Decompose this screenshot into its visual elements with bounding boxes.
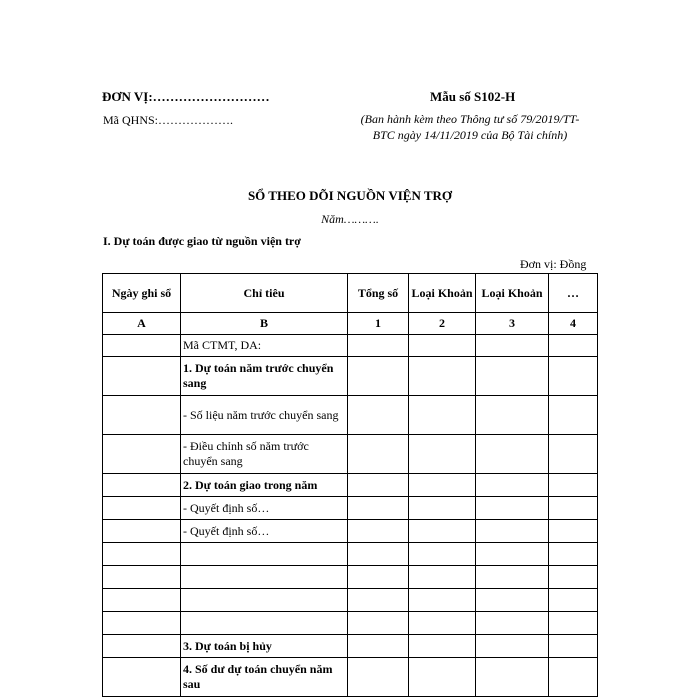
table-cell xyxy=(549,520,598,543)
table-cell xyxy=(409,357,476,396)
table-row xyxy=(103,435,598,474)
table-header-row xyxy=(103,274,598,313)
table-cell xyxy=(348,497,409,520)
table-cell xyxy=(409,635,476,658)
table-cell xyxy=(409,396,476,435)
table-cell xyxy=(348,566,409,589)
row-label-cell: - Điều chỉnh số năm trước chuyển sang xyxy=(181,435,348,474)
index-cell: 2 xyxy=(409,313,476,335)
table-cell xyxy=(103,566,181,589)
row-label-cell xyxy=(181,543,348,566)
header-cell: Chỉ tiêu xyxy=(181,274,348,313)
table-row xyxy=(103,589,598,612)
table-cell xyxy=(348,396,409,435)
table-cell xyxy=(549,589,598,612)
table-cell xyxy=(348,520,409,543)
table-row xyxy=(103,543,598,566)
table-cell xyxy=(103,357,181,396)
table-cell xyxy=(476,520,549,543)
row-label-cell xyxy=(181,589,348,612)
table-cell xyxy=(409,520,476,543)
table-cell xyxy=(103,435,181,474)
table-cell xyxy=(103,520,181,543)
index-cell: 1 xyxy=(348,313,409,335)
table-cell xyxy=(549,635,598,658)
table-row xyxy=(103,497,598,520)
table-cell xyxy=(409,543,476,566)
table-cell xyxy=(549,474,598,497)
table-cell xyxy=(103,589,181,612)
form-note: (Ban hành kèm theo Thông tư số 79/2019/TT-BTC ngày 14/11/2019 của Bộ Tài chính) xyxy=(360,112,580,142)
table-cell xyxy=(549,435,598,474)
section-title: I. Dự toán được giao từ nguồn viện trợ xyxy=(103,234,301,248)
index-cell: B xyxy=(181,313,348,335)
row-label-cell: 3. Dự toán bị hủy xyxy=(181,635,348,658)
table-cell xyxy=(549,335,598,357)
table-cell xyxy=(348,635,409,658)
table-cell xyxy=(103,335,181,357)
table-row xyxy=(103,474,598,497)
table-cell xyxy=(549,543,598,566)
table-row xyxy=(103,566,598,589)
row-label-cell: 2. Dự toán giao trong năm xyxy=(181,474,348,497)
table-cell xyxy=(409,335,476,357)
row-label-cell: - Số liệu năm trước chuyển sang xyxy=(181,396,348,435)
table-cell xyxy=(476,435,549,474)
table-index-row xyxy=(103,313,598,335)
table-row xyxy=(103,335,598,357)
table-cell xyxy=(103,658,181,697)
table-cell xyxy=(476,335,549,357)
table-cell xyxy=(348,357,409,396)
table-cell xyxy=(549,357,598,396)
index-cell: 3 xyxy=(476,313,549,335)
row-label-cell: - Quyết định số… xyxy=(181,520,348,543)
row-label-cell xyxy=(181,566,348,589)
table-cell xyxy=(103,497,181,520)
table-cell xyxy=(103,396,181,435)
table-cell xyxy=(409,589,476,612)
header-cell: Ngày ghi sổ xyxy=(103,274,181,313)
table-cell xyxy=(476,589,549,612)
table-cell xyxy=(476,474,549,497)
table-cell xyxy=(348,658,409,697)
table-cell xyxy=(348,435,409,474)
table-cell xyxy=(476,612,549,635)
table-cell xyxy=(409,497,476,520)
table-row xyxy=(103,612,598,635)
row-label-cell: 4. Số dư dự toán chuyển năm sau xyxy=(181,658,348,697)
table-cell xyxy=(348,335,409,357)
year-line: Năm………. xyxy=(321,212,379,226)
table-cell xyxy=(103,635,181,658)
table-cell xyxy=(549,566,598,589)
table-cell xyxy=(549,658,598,697)
table-row xyxy=(103,635,598,658)
table-cell xyxy=(409,658,476,697)
table-cell xyxy=(476,658,549,697)
table-cell xyxy=(476,566,549,589)
index-cell: A xyxy=(103,313,181,335)
table-cell xyxy=(549,612,598,635)
budget-table xyxy=(102,273,598,697)
table-row xyxy=(103,396,598,435)
form-code: Mẫu số S102-H xyxy=(430,89,516,104)
table-row xyxy=(103,658,598,697)
table-cell xyxy=(348,474,409,497)
table-cell xyxy=(348,612,409,635)
table-cell xyxy=(103,612,181,635)
table-cell xyxy=(348,589,409,612)
header-cell: Loại Khoản xyxy=(409,274,476,313)
header-cell: Loại Khoản xyxy=(476,274,549,313)
qhns-label: Mã QHNS:………………. xyxy=(103,113,234,127)
row-label-cell: 1. Dự toán năm trước chuyển sang xyxy=(181,357,348,396)
table-cell xyxy=(103,543,181,566)
table-cell xyxy=(409,474,476,497)
table-cell xyxy=(476,396,549,435)
currency-unit: Đơn vị: Đồng xyxy=(520,257,587,271)
table-cell xyxy=(476,635,549,658)
table-cell xyxy=(549,497,598,520)
unit-label: ĐƠN VỊ:……………………… xyxy=(102,89,270,104)
table-row xyxy=(103,520,598,543)
table-cell xyxy=(103,474,181,497)
header-cell: Tổng số xyxy=(348,274,409,313)
table-cell xyxy=(409,612,476,635)
table-cell xyxy=(409,435,476,474)
table-cell xyxy=(476,357,549,396)
index-cell: 4 xyxy=(549,313,598,335)
header-cell: … xyxy=(549,274,598,313)
table-cell xyxy=(476,543,549,566)
table-row xyxy=(103,357,598,396)
table-cell xyxy=(476,497,549,520)
row-label-cell xyxy=(181,612,348,635)
document-title: SỔ THEO DÕI NGUỒN VIỆN TRỢ xyxy=(247,188,453,203)
row-label-cell: Mã CTMT, DA: xyxy=(181,335,348,357)
table-cell xyxy=(549,396,598,435)
table-cell xyxy=(348,543,409,566)
table-cell xyxy=(409,566,476,589)
row-label-cell: - Quyết định số… xyxy=(181,497,348,520)
